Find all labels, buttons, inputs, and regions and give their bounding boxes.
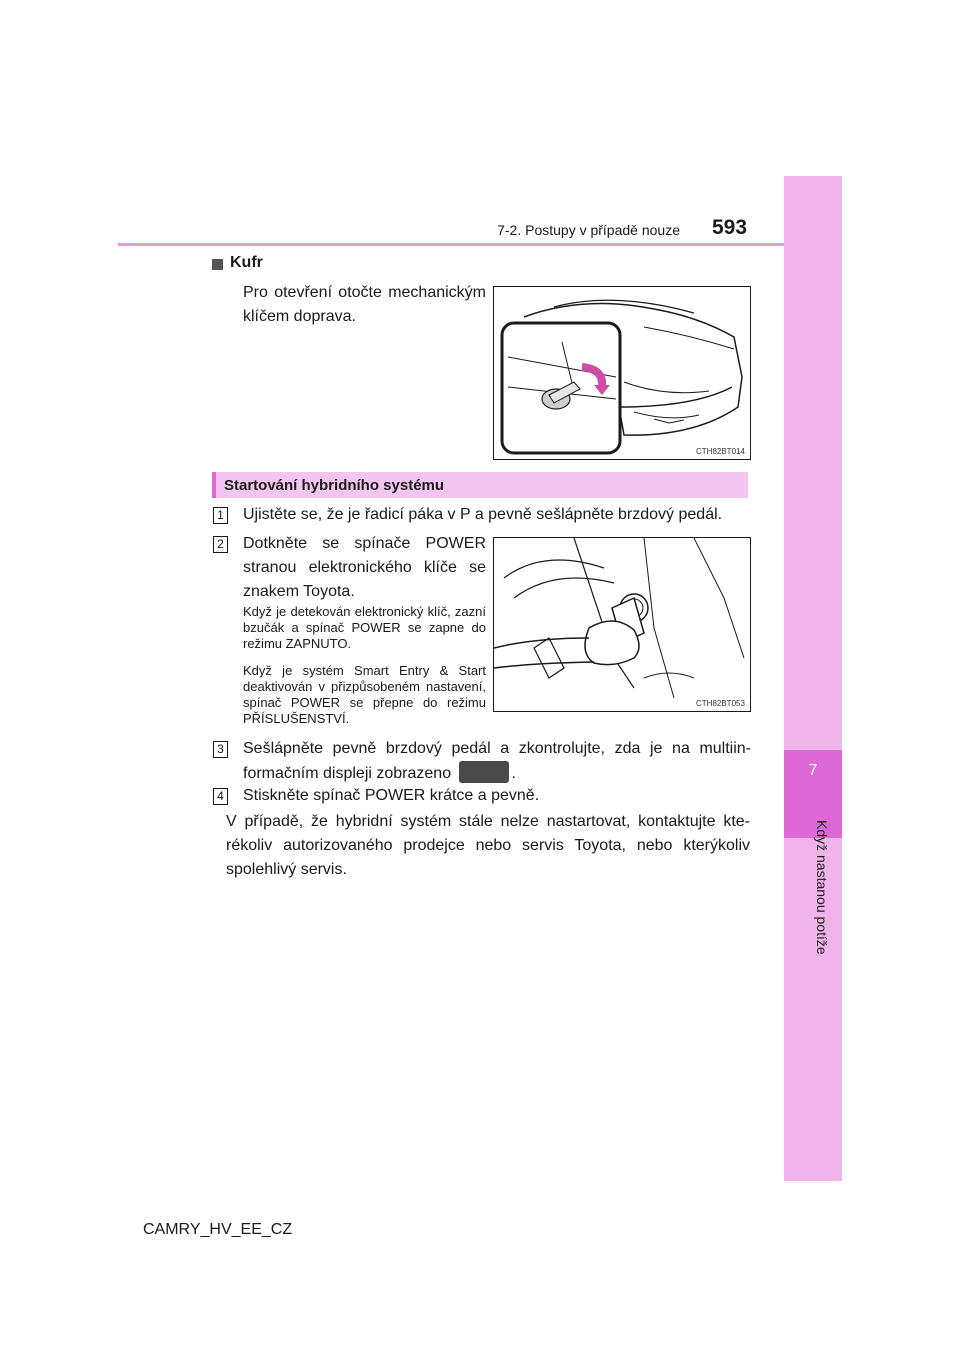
chapter-side-tab bbox=[784, 176, 842, 1181]
chapter-number: 7 bbox=[808, 762, 818, 779]
trunk-lock-drawing bbox=[494, 287, 750, 459]
header-section-title: 7-2. Postupy v případě nouze bbox=[497, 222, 680, 238]
closing-paragraph: V případě, že hybridní systém stále nelze nastartovat, kontaktujte kterékoliv autorizovaného prodejce nebo servis Toyota, nebo kterýkoliv spolehlivý servis. bbox=[226, 813, 750, 878]
step-4-text: Stiskněte spínač POWER krátce a pevně. bbox=[243, 787, 540, 804]
trunk-heading: Kufr bbox=[230, 254, 263, 271]
power-switch-drawing bbox=[494, 538, 750, 711]
header-rule bbox=[118, 243, 784, 246]
square-bullet-icon bbox=[212, 259, 223, 270]
step-number-4: 4 bbox=[213, 788, 228, 805]
page-number: 593 bbox=[712, 216, 748, 239]
step-3-text-before: Sešlápněte pevně brzdový pedál a zkontrolujte, zda je na multiinformačním displeji zobrazeno bbox=[243, 740, 751, 782]
section-title: Startování hybridního systému bbox=[224, 477, 445, 494]
power-switch-illustration bbox=[493, 537, 751, 712]
power-image-code: CTH82BT053 bbox=[696, 699, 745, 708]
step-1-text: Ujistěte se, že je řadicí páka v P a pevně sešlápněte brzdový pedál. bbox=[243, 506, 723, 523]
step-number-3: 3 bbox=[213, 741, 228, 758]
chapter-label: Když nastanou potíže bbox=[814, 820, 830, 955]
step-2-text: Dotkněte se spínače POWER stranou elektronického klíče se znakem Toyota. bbox=[243, 535, 486, 600]
step-2-note-1: Když je detekován elektronický klíč, zazní bzučák a spínač POWER se zapne do režimu ZAPNUTO. bbox=[243, 604, 486, 651]
step-number-2: 2 bbox=[213, 536, 228, 553]
smart-key-indicator-icon bbox=[459, 761, 509, 783]
step-2-note-2: Když je systém Smart Entry & Start deaktivován v přizpůsobeném nastavení, spínač POWER se přepne do režimu PŘÍSLUŠENSTVÍ. bbox=[243, 663, 486, 726]
trunk-image-code: CTH82BT014 bbox=[696, 447, 745, 456]
step-number-1: 1 bbox=[213, 507, 228, 524]
step-3-text-after: . bbox=[511, 765, 516, 782]
trunk-key-illustration bbox=[493, 286, 751, 460]
trunk-instruction: Pro otevření otočte mechanickým klíčem doprava. bbox=[243, 284, 486, 325]
model-code: CAMRY_HV_EE_CZ bbox=[143, 1221, 293, 1238]
step-3-text bbox=[243, 737, 751, 786]
